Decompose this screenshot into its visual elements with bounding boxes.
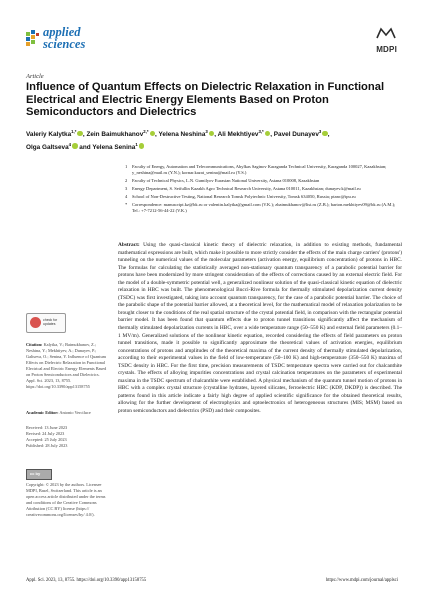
journal-name-line1: applied (43, 25, 81, 39)
cc-license-text: cc by (30, 471, 41, 476)
abstract-text: Using the quasi-classical kinetic theory of dielectric relaxation, in addition to existing methods, fundamental mathematical expressions are built, which make it possible to more strictly consider the effects of the main charge carriers' (protons') tunneling on the numerical values of the molecular parameters (activation energy, equilibrium concentration) of protons in HBC. The formulas for calculating the statistically averaged non-stationary quantum transparency of a parabolic potential barrier for protons have been modernized by more stringent consideration of the effects of corrections caused by an external electric field. For the model of a double-symmetric potential well, a generalized nonlinear solution of the quasi-classical kinetic equation of dielectric relaxation in HBC was built. The phenomenological Bucci-Rive formula for thermally stimulated depolarization current density (TSDC) was first investigated, taking into account quantum transparency, for the case of a parabolic potential barrier. The choice of the parabolic shape of the potential barrier allowed, at a theoretical level, for the mathematical model of relaxation polarization to be brought closer to the conditions of the real spatial structure of the crystal potential field, in comparison with the rectangular potential barrier model. It has been found that quantum effects due to proton tunnel transitions significantly affect the mechanism of thermally stimulated depolarization currents in HBC, over a wide temperature range (50–550 K) and external field parameters (0.1–1 MV/m). Generalized solutions of the nonlinear kinetic equation, recorded considering the effects of field parameters on proton tunnel transitions, made it possible to significantly approximate the theoretical values of activation energies, equilibrium concentrations of protons and amplitudes of the theoretical maxima of the current density of thermally stimulated depolarization, according to their experimental values in the field of low-temperature (50–100 K) and high-temperature (350–550 K) maxima of TSDC density in HBC. For the first time, precision measurements of TSDC temperature spectra were carried out for chalcanthite crystals. The effects of alloying impurities concentrations and crystal calcination temperatures on the parameters of experimental maxima in the TSDC spectrum of chalcanthite were established. A physical mechanism of the quantum tunnel motion of protons in HBC with a complex crystal structure (crystalline hydrates, layered silicates, ferroelectric HBC (KDP, DKDP)) is described. The patterns found in this article indicate a fairly high degree of applied scientific significance for the obtained theoretical results, allowing for the further development of electrophysics and optoelectronics of heterogeneous structures (MIS; MSM) based on proton semiconductors and dielectrics (PSD) and their composites. (118, 242, 402, 415)
accepted-date: Accepted: 25 July 2023 (26, 437, 67, 442)
copyright-notice: Copyright: © 2023 by the authors. Licensee MDPI, Basel, Switzerland. This article is an open access article distributed under the terms and conditions of the Creative Commons Attribution (CC BY) license (https:// creativecommons.org/licenses/by/ 4.0/). (26, 482, 106, 517)
received-date: Received: 13 June 2023 (26, 425, 68, 430)
published-date: Published: 28 July 2023 (26, 443, 68, 448)
author[interactable]: Pavel Dunayev$^3$ , (273, 129, 330, 139)
journal-emblem-icon (26, 30, 40, 50)
footer-journal-link[interactable]: https://www.mdpi.com/journal/applsci (325, 578, 398, 583)
journal-logo (26, 25, 86, 58)
academic-editor: Academic Editor: Antonio Verciluce (26, 410, 91, 415)
affiliations (125, 164, 401, 215)
orcid-icon[interactable] (77, 131, 83, 137)
author[interactable]: Yelena Neshina$^3$ , (158, 129, 217, 139)
author[interactable]: Olga Galtseva$^4$ (26, 144, 78, 151)
orcid-icon[interactable] (150, 131, 156, 137)
journal-name-line2: sciences (43, 37, 86, 51)
affiliation-item: 1 Faculty of Energy, Automation and Telecommunications, Abylkas Saginov Karaganda Technical University, Karaganda 100027, Kazakhstan; y_neshina@mail.ru (Y.N.); kornar.kazat_senina@mail.ru (Y.S.) (125, 164, 387, 176)
affiliation-item: 3 Energy Department, S. Seifullin Kazakh Agro Technical Research University, Astana 010011, Kazakhstan; dunayev.k@mail.ru (125, 186, 361, 192)
author[interactable]: Yelena Senina$^1$ (92, 144, 144, 151)
publisher-name: MDPI (376, 45, 397, 54)
orcid-icon[interactable] (209, 131, 215, 137)
abstract (118, 242, 402, 416)
abstract-label: Abstract: (118, 242, 140, 248)
affiliation-item: 2 Faculty of Technical Physics, L.N. Gumilyov Eurasian National University, Astana 010008, Kazakhstan (125, 178, 320, 184)
footer-citation: Appl. Sci. 2023, 13, 8755. https://doi.org/10.3390/app13158755 (26, 578, 147, 583)
cc-by-license-badge[interactable] (26, 469, 52, 480)
orcid-icon[interactable] (72, 143, 78, 149)
citation: Citation: Kalytka, V.; Baimukhanov, Z.; Neshina, Y.; Mekhtiyev, A.; Dunayev, P.; Galtseva, O.; Senina, Y. Influence of Quantum Effects on Dielectric Relaxation in Functional Electrical and Electric Energy Elements Based on Proton Semiconductors and Dielectrics. Appl. Sci. 2023, 13, 8755. https://doi.org/10.3390/app13158755 (26, 342, 107, 389)
author[interactable]: Valeriy Kalytka$^{1,*}$ , (26, 129, 85, 139)
mdpi-logo (376, 39, 397, 57)
revised-date: Revised: 24 July 2023 (26, 431, 65, 436)
publication-dates (26, 425, 108, 449)
author[interactable]: Ali Mekhtiyev$^{3,*}$ , (217, 129, 272, 139)
author[interactable]: Zein Baimukhanov$^{2,*}$ , (86, 129, 157, 139)
orcid-icon[interactable] (265, 131, 271, 137)
orcid-icon[interactable] (139, 143, 145, 149)
author-list: Valeriy Kalytka$^{1,*}$ , Zein Baimukhanov$^{2,*}$ , Yelena Neshina$^3$ , Ali Mekhtiyev$^{3,*}$ , Pavel Dunayev$^3$ , Olga Galtseva$^4$ and Yelena Senina$^1$ (26, 129, 330, 151)
affiliation-item: 4 School of Non-Destructive Testing, National Research Tomsk Polytechnic University, Tomsk 634050, Russia; ptanc@tpu.ru (125, 194, 356, 200)
check-for-updates-button[interactable]: check for updates (26, 313, 66, 333)
article-type: Article (26, 73, 44, 80)
correspondence: * Correspondence: manuscript.kz@bk.ru or valentin.kalytka@gmail.com (V.K.); zbaimukhanov@list.ru (Z.B.); barton.mekhtiyev09@bk.ru (A.M.); Tel.: +7-7212-56-44-22 (V.K.) (125, 202, 396, 214)
orcid-icon[interactable] (322, 131, 328, 137)
mdpi-emblem-icon (375, 27, 397, 39)
update-check-icon (30, 317, 41, 328)
paper-title: Influence of Quantum Effects on Dielectric Relaxation in Functional Electrical and Electric Energy Elements Based on Proton Semiconductors and Dielectrics (26, 81, 385, 119)
